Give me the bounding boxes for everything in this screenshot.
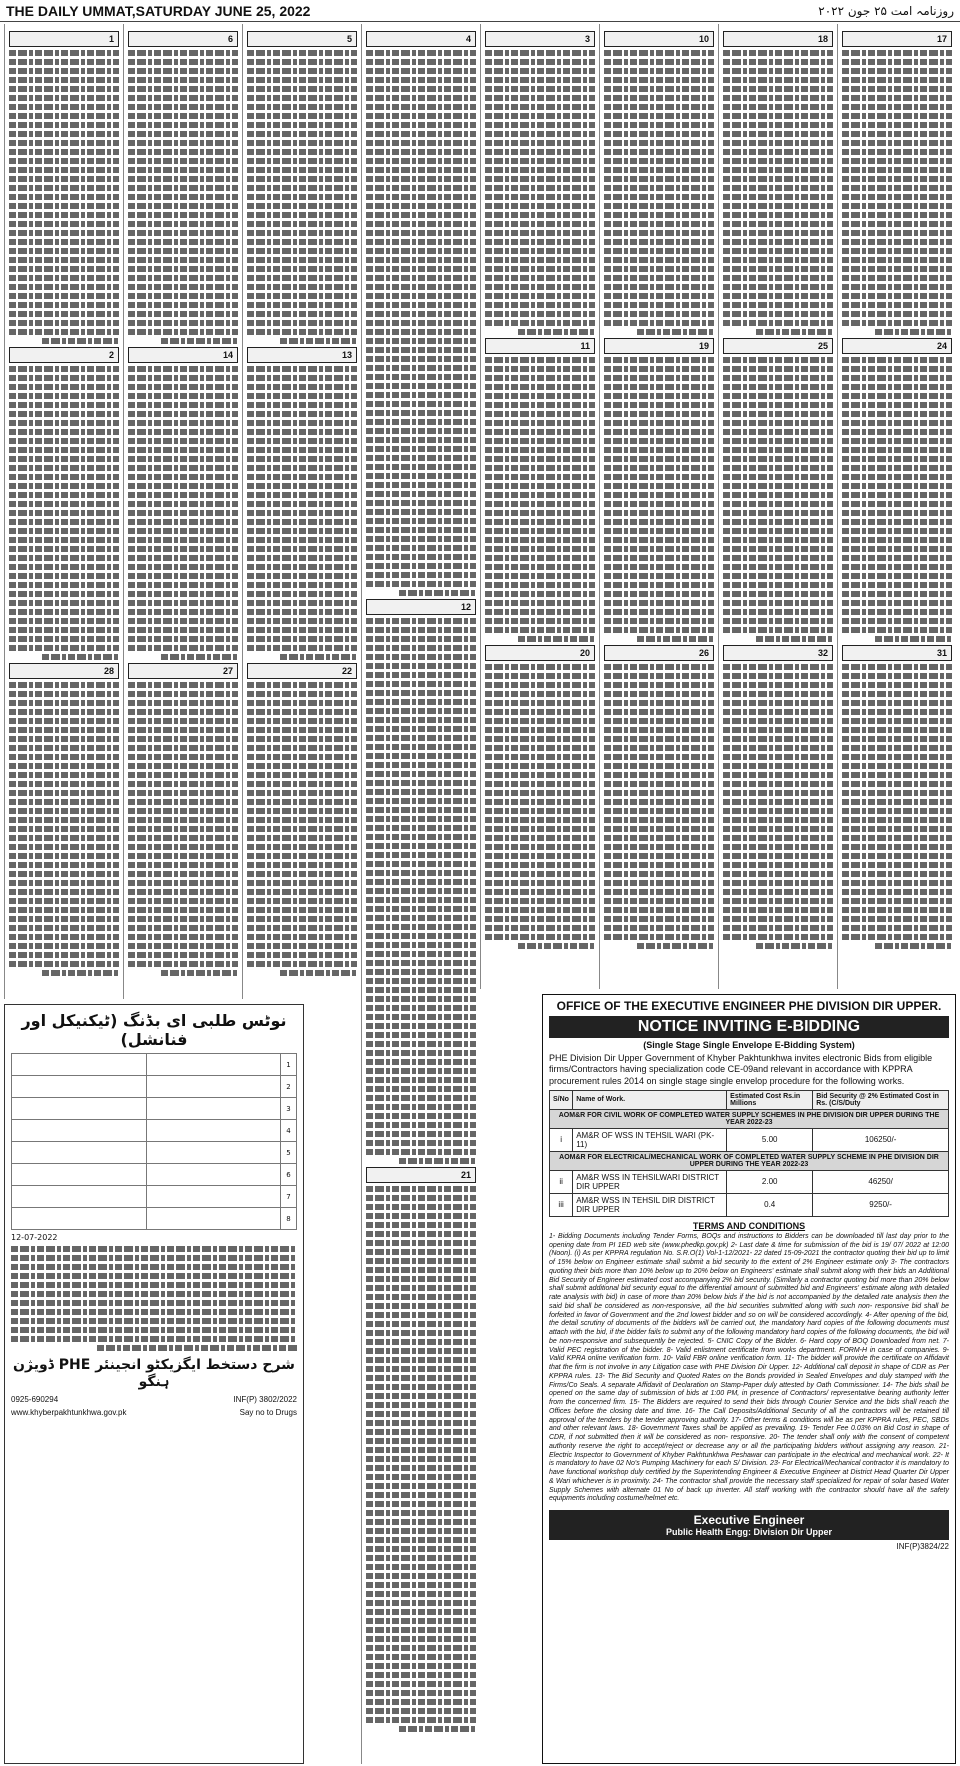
section-number: 20 <box>579 648 590 658</box>
table-cell-sec: 46250/ <box>813 1170 949 1193</box>
table-row <box>12 1142 297 1164</box>
section-number: 10 <box>698 34 709 44</box>
table-cell <box>146 1076 281 1098</box>
row-number: 2 <box>281 1076 297 1098</box>
table-row <box>12 1076 297 1098</box>
section-row <box>550 1109 949 1128</box>
table-cell-work: AM&R WSS IN TEHSIL DIR DISTRICT DIR UPPER <box>573 1193 727 1216</box>
section-heading <box>128 347 238 363</box>
table-cell <box>12 1054 147 1076</box>
section-heading <box>128 31 238 47</box>
table-cell-cost: 0.4 <box>727 1193 813 1216</box>
urdu-notice-footer <box>11 1395 297 1404</box>
section-number: 6 <box>227 34 233 44</box>
section-number: 26 <box>698 648 709 658</box>
table-cell <box>146 1164 281 1186</box>
article-text <box>842 664 952 949</box>
article-text <box>247 682 357 976</box>
article-text <box>604 664 714 949</box>
section-number: 11 <box>580 341 590 351</box>
section-heading <box>604 338 714 354</box>
section-heading <box>604 645 714 661</box>
masthead-urdu: روزنامہ امت ۲۵ جون ۲۰۲۲ <box>818 3 954 18</box>
section-number: 27 <box>222 666 233 676</box>
table-cell-work: AM&R WSS IN TEHSILWARI DISTRICT DIR UPPER <box>573 1170 727 1193</box>
table-cell-sno: iii <box>550 1193 573 1216</box>
newspaper-page <box>4 24 956 1764</box>
row-number: 8 <box>281 1208 297 1230</box>
section-label: AOM&R FOR CIVIL WORK OF COMPLETED WATER SUPPLY SCHEMES IN PHE DIVISION DIR UPPER DURING THE YEAR 2022-23 <box>550 1109 949 1128</box>
section-heading <box>366 1167 476 1183</box>
article-text <box>9 366 119 660</box>
table-row <box>550 1170 949 1193</box>
column-header: Estimated Cost Rs.in Millions <box>727 1090 813 1109</box>
text-column <box>4 24 123 999</box>
urdu-notice-table <box>11 1053 297 1230</box>
article-text <box>485 50 595 335</box>
table-cell <box>12 1076 147 1098</box>
article-text <box>485 357 595 642</box>
section-number: 13 <box>341 350 352 360</box>
table-row <box>12 1164 297 1186</box>
table-cell <box>146 1120 281 1142</box>
table-row <box>12 1208 297 1230</box>
urdu-ebidding-notice <box>4 1004 304 1764</box>
column-header: Name of Work. <box>573 1090 727 1109</box>
text-column <box>599 24 718 989</box>
row-number: 5 <box>281 1142 297 1164</box>
table-cell-sec: 106250/- <box>813 1128 949 1151</box>
article-text <box>485 664 595 949</box>
section-number: 21 <box>460 1170 471 1180</box>
table-row <box>550 1193 949 1216</box>
table-cell <box>12 1120 147 1142</box>
table-cell <box>12 1208 147 1230</box>
article-text <box>128 366 238 660</box>
article-text <box>128 50 238 344</box>
text-column <box>242 24 361 999</box>
section-heading <box>723 338 833 354</box>
section-number: 3 <box>584 34 590 44</box>
article-text <box>9 682 119 976</box>
table-row <box>12 1054 297 1076</box>
section-number: 17 <box>936 34 947 44</box>
section-heading <box>9 31 119 47</box>
urdu-notice-slogan: Say no to Drugs <box>239 1407 297 1417</box>
table-cell <box>146 1142 281 1164</box>
article-text <box>247 50 357 344</box>
table-row <box>550 1128 949 1151</box>
section-number: 12 <box>460 602 471 612</box>
section-heading <box>247 347 357 363</box>
section-heading <box>247 663 357 679</box>
section-number: 31 <box>936 648 947 658</box>
row-number: 1 <box>281 1054 297 1076</box>
article-text <box>604 357 714 642</box>
executive-engineer-subtitle: Public Health Engg: Division Dir Upper <box>665 1527 833 1537</box>
section-heading <box>842 645 952 661</box>
table-cell <box>146 1098 281 1120</box>
article-text <box>366 50 476 596</box>
masthead-english: THE DAILY UMMAT,SATURDAY JUNE 25, 2022 <box>6 2 311 19</box>
text-column <box>123 24 242 999</box>
section-heading <box>366 31 476 47</box>
urdu-notice-inf: INF(P) 3802/2022 <box>233 1394 297 1404</box>
column-header: S/No <box>550 1090 573 1109</box>
article-text <box>247 366 357 660</box>
section-number: 28 <box>103 666 114 676</box>
text-column <box>480 24 599 989</box>
section-number: 19 <box>698 341 709 351</box>
article-text <box>366 618 476 1164</box>
section-row <box>550 1151 949 1170</box>
section-heading <box>604 31 714 47</box>
terms-title: TERMS AND CONDITIONS <box>692 1220 806 1231</box>
urdu-notice-body <box>11 1246 297 1351</box>
row-number: 7 <box>281 1186 297 1208</box>
article-text <box>9 50 119 344</box>
notice-subtitle: (Single Stage Single Envelope E-Bidding System) <box>643 1040 855 1050</box>
table-row <box>12 1120 297 1142</box>
table-cell-sec: 9250/- <box>813 1193 949 1216</box>
text-column <box>361 24 480 1764</box>
table-cell-sno: i <box>550 1128 573 1151</box>
table-cell <box>12 1164 147 1186</box>
section-heading <box>723 645 833 661</box>
table-cell <box>12 1186 147 1208</box>
table-cell <box>146 1208 281 1230</box>
section-number: 24 <box>936 341 947 351</box>
article-text <box>842 357 952 642</box>
table-cell <box>12 1098 147 1120</box>
section-heading <box>485 31 595 47</box>
table-cell <box>146 1186 281 1208</box>
section-heading <box>842 338 952 354</box>
table-row <box>12 1098 297 1120</box>
notice-intro: PHE Division Dir Upper Government of Khyber Pakhtunkhwa invites electronic Bids from eligible firms/Contractors having specialization code CE-09and relevant in accordance with KPPRA procurement rules 2014 on single stage single envelop procedure for the following works. <box>549 1053 933 1086</box>
section-heading <box>9 663 119 679</box>
masthead <box>0 0 960 22</box>
executive-engineer-block <box>549 1510 949 1540</box>
works-table <box>549 1090 949 1217</box>
article-text <box>604 50 714 335</box>
english-ebidding-notice <box>542 994 956 1764</box>
text-column <box>718 24 837 989</box>
executive-engineer-title: Executive Engineer <box>693 1513 805 1527</box>
section-number: 1 <box>108 34 114 44</box>
section-heading <box>485 338 595 354</box>
section-number: 5 <box>346 34 352 44</box>
table-cell-cost: 2.00 <box>727 1170 813 1193</box>
office-title: OFFICE OF THE EXECUTIVE ENGINEER PHE DIVISION DIR UPPER. <box>556 999 942 1013</box>
article-text <box>723 357 833 642</box>
section-heading <box>842 31 952 47</box>
table-cell <box>12 1142 147 1164</box>
section-number: 2 <box>108 350 114 360</box>
text-column <box>837 24 956 989</box>
section-heading <box>485 645 595 661</box>
table-cell <box>146 1054 281 1076</box>
row-number: 6 <box>281 1164 297 1186</box>
urdu-notice-signature: شرح دستخط ایگزیکٹو انجینئر PHE ڈویژن ہنگو <box>13 1357 295 1390</box>
section-number: 32 <box>817 648 828 658</box>
section-heading <box>366 599 476 615</box>
section-number: 4 <box>465 34 471 44</box>
article-text <box>723 50 833 335</box>
notice-reference: INF(P)3824/22 <box>896 1542 949 1551</box>
urdu-notice-date: 12-07-2022 <box>11 1233 58 1242</box>
urdu-notice-website: www.khyberpakhtunkhwa.gov.pk <box>11 1407 127 1417</box>
section-heading <box>128 663 238 679</box>
section-heading <box>723 31 833 47</box>
urdu-notice-title: نوٹس طلبی ای بڈنگ (ٹیکنیکل اور فنانشل) <box>21 1011 287 1049</box>
terms-text: 1- Bidding Documents including Tender Forms, BOQs and instructions to Bidders can be downloaded till last day prior to the opening date from PI 1ED web site (www.phedkp.gov.pk) 2- Last date & time for submission of the bid is 19/ 07/ 2022 at 12:00 (Noon). (i) As per KPPRA regulation No. S.R.O(1) Vol-1-12/2021- 22 dated 15-09-2021 the contractor quoting their bid up to limit of 15% below on Engineer estimate shall submit a bid security to the extent of 2% Engineer estimate only 3- The contractors quoting their bids more than 10% below up to 20% below on Engineers' estimate shall submit along with their bids an Additional Bid Security of Engineer estimated cost accompanying 2% bid security. (Similarly a contractor quoting bid more than 20% below shall submit additional bid security equal to the differential amount of submitted bid and Engineers' estimate along with detailed rate analysis with bid) in case of more than 20% below bids if the bid is not accompanied by the detailed rate analysis then the said bid shall be considered as non-responsive, all the bid securities submitted along with such non- responsive bid shall be forfeited in favor of Government and the 2nd lowest bidder and so on will be considered accordingly. 4- After opening of the bid, the detail scrutiny of documents of the bidders will be carried out, the mandatory hard copies of the following documents must attach with the bid, if the bidder fails to submit any of the following mandatory hard copies of the following documents, the bid will be non-responsive and subsequently be rejected. 5- CNIC Copy of the Bidder. 6- Hard copy of BOQ Downloaded from net. 7- Valid PEC registration of the bidder. 8- Valid enlistment certificate from works department. FORM-H in case of companies. 9- Valid KPRA online verification form. 10- Valid FBR online verification form. 11- The bidder will provide the certificate on Affidavit that the firm is not involve in any Litigation case with PHE Division Dir Upper. 12- Additional call deposit in shape of CDR as Per KPPRA rules. 13- The Bid Security and Quoted Rates on the Bonds provided in Sealed Envelopes and duly stamped with the Firms/Co Seals. A separate Affidavit of Declaration on Stamp-Paper duly attested by Oath Commissioner. 14- The bids shall be opened on the same day of submission of bids at 1:00 PM, in presence of Contractors/ representative bearing authority letter from the concerned firm. 15- The Bidders are required to send their bids through Courier Service and the bids shall reach the Offices before the closing date and time. 16- The Call Deposits/Additional Security of all the contractors will be retained till approval of the tenders by the tender approving authority. 17- Other terms & conditions will be as per KPPRA rules, PEC, SBDs and other relevant laws. 18- Government Taxes shall be applied as prevailing. 19- Tender Fee 0.03% on Bid Cost in shape of CDR, if not submitted then it will be considered as non- responsive. 20- The tender shall only with the consent of competent authority reserve the right to accept/reject or decrease any or all the participating bidders without assigning any reason. 21- Electric Inspector to Government of Khyber Pakhtunkhwa Peshawar can participate in the electrical and mechanical work. 22- It is mandatory to have 02 No's Pumping Machinery for each S/ Division. 23- For Electrical/Mechanical contractor it is mandatory to have functional workshop duly certified by the Superintending Engineer & Executive Engineer at District Head Quarter Dir Upper & Wari whichever is in proximity. 24- The contractor shall provide the necessary staff specialized for repair of solar based Water Supply Schemes with alternate 01 No of back up inverter. All staff working with the contractor should have all the safety equipments including costume/helmet etc. <box>549 1232 949 1503</box>
section-heading <box>9 347 119 363</box>
section-number: 14 <box>222 350 233 360</box>
row-number: 3 <box>281 1098 297 1120</box>
article-text <box>723 664 833 949</box>
notice-banner: NOTICE INVITING E-BIDDING <box>549 1016 949 1038</box>
article-text <box>128 682 238 976</box>
section-number: 22 <box>341 666 352 676</box>
table-cell-work: AM&R OF WSS IN TEHSIL WARI (PK- 11) <box>573 1128 727 1151</box>
section-heading <box>247 31 357 47</box>
section-number: 25 <box>817 341 828 351</box>
urdu-notice-phone: 0925-690294 <box>11 1394 59 1404</box>
row-number: 4 <box>281 1120 297 1142</box>
article-text <box>842 50 952 335</box>
column-header: Bid Security @ 2% Estimated Cost in Rs. (C/S/Duty <box>813 1090 949 1109</box>
section-number: 18 <box>817 34 828 44</box>
table-cell-cost: 5.00 <box>727 1128 813 1151</box>
table-row <box>12 1186 297 1208</box>
article-text <box>366 1186 476 1732</box>
urdu-notice-footer-2 <box>11 1408 297 1417</box>
table-cell-sno: ii <box>550 1170 573 1193</box>
section-label: AOM&R FOR ELECTRICAL/MECHANICAL WORK OF COMPLETED WATER SUPPLY SCHEME IN PHE DIVISION DIR UPPER DURING THE YEAR 2022-23 <box>550 1151 949 1170</box>
